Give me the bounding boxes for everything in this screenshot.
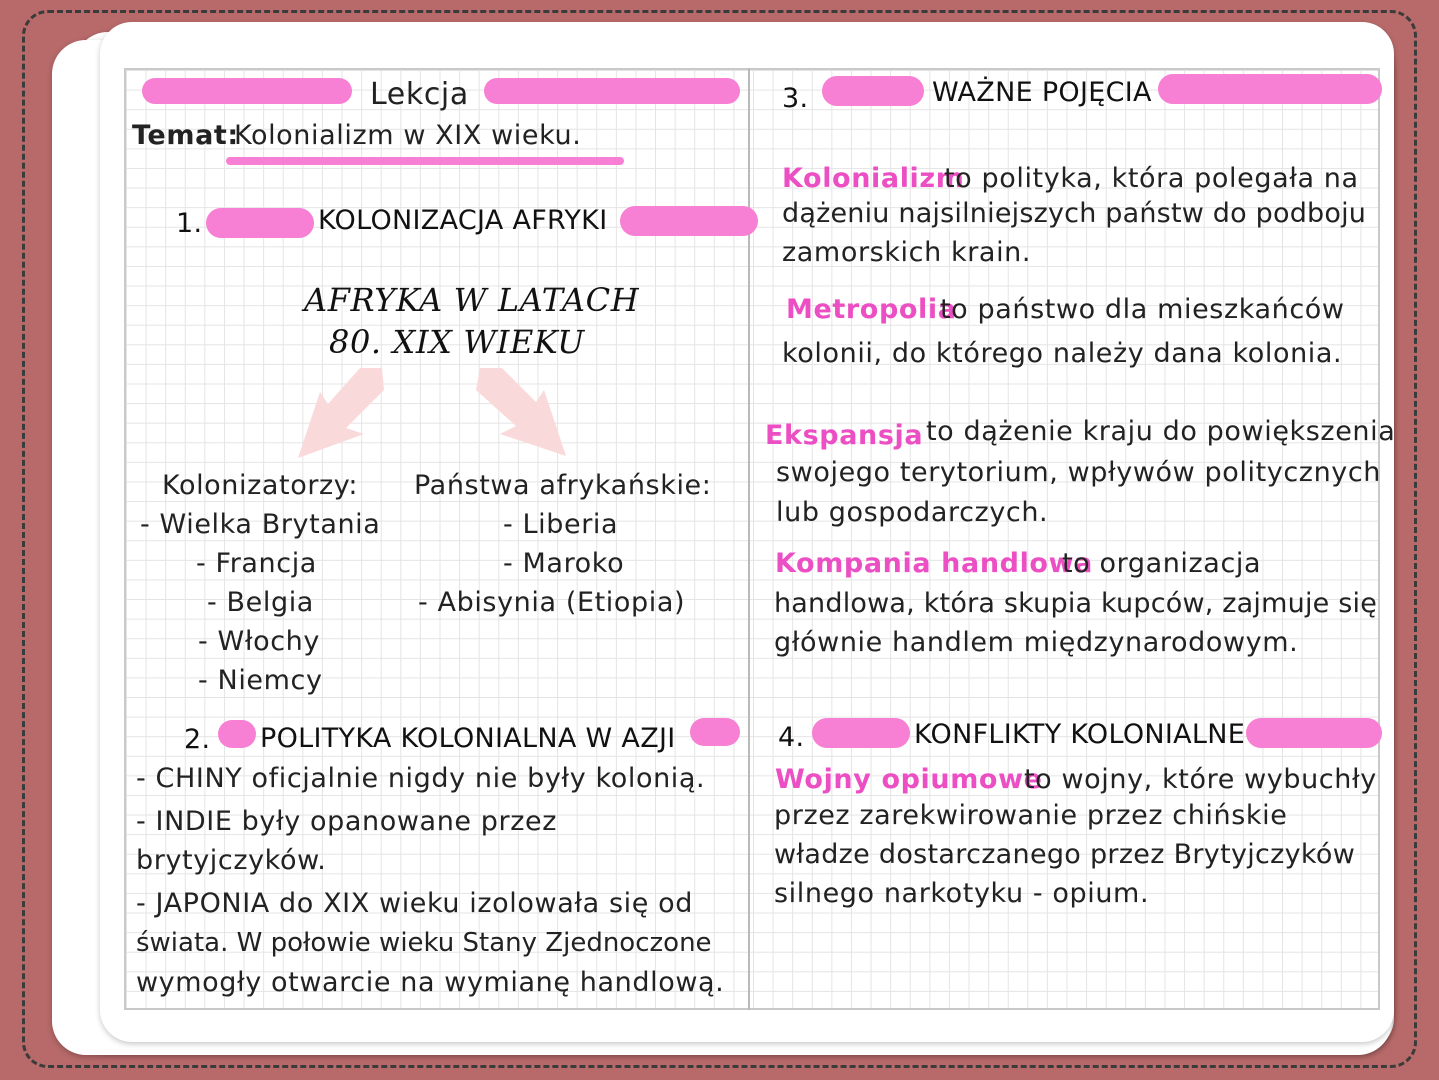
- section-subtitle: 80. XIX WIEKU: [329, 323, 585, 361]
- text-line: to wojny, które wybuchły: [1024, 764, 1377, 795]
- term-metropolia: Metropolia: [786, 294, 957, 325]
- text-line: brytyjczyków.: [136, 845, 327, 876]
- text-line: przez zarekwirowanie przez chińskie: [774, 800, 1288, 831]
- term-ekspansja: Ekspansja: [765, 420, 924, 451]
- topic-text: Kolonializm w XIX wieku.: [234, 120, 582, 151]
- term-kolonializm: Kolonializm: [782, 163, 965, 194]
- arrow-right-icon: [476, 368, 566, 456]
- text-line: to dążenie kraju do powiększenia: [926, 416, 1396, 447]
- section-subtitle: AFRYKA W LATACH: [304, 281, 640, 319]
- list-item: - Abisynia (Etiopia): [418, 587, 686, 618]
- highlight-bar: [218, 720, 256, 748]
- list-item: - Liberia: [503, 509, 619, 540]
- text-line: dążeniu najsilniejszych państw do podboju: [782, 198, 1367, 229]
- arrows-graphic: [290, 368, 580, 468]
- text-line: lub gospodarczych.: [776, 497, 1049, 528]
- term-kompania-handlowa: Kompania handlowa: [775, 548, 1093, 579]
- text-line: głównie handlem międzynarodowym.: [774, 627, 1299, 658]
- text-line: zamorskich krain.: [782, 237, 1032, 268]
- highlight-bar: [484, 78, 740, 104]
- highlight-bar: [822, 76, 924, 106]
- section-number: 4.: [778, 722, 805, 753]
- text-line: to polityka, która polegała na: [944, 163, 1359, 194]
- list-item: - Francja: [196, 548, 317, 579]
- section-number: 2.: [184, 724, 211, 755]
- text-line: świata. W połowie wieku Stany Zjednoczone: [136, 928, 712, 958]
- highlight-bar: [690, 718, 740, 746]
- lesson-title: Lekcja: [370, 77, 469, 112]
- text-line: władze dostarczanego przez Brytyjczyków: [774, 839, 1356, 870]
- highlight-bar: [812, 718, 910, 748]
- text-line: to organizacja: [1062, 548, 1262, 579]
- section-title: KOLONIZACJA AFRYKI: [318, 205, 608, 236]
- term-wojny-opiumowe: Wojny opiumowe: [775, 764, 1043, 795]
- text-line: handlowa, która skupia kupców, zajmuje się: [774, 588, 1378, 619]
- section-title: KONFLIKTY KOLONIALNE: [914, 719, 1246, 750]
- topic-underline: [226, 157, 624, 165]
- topic-label: Temat:: [132, 120, 239, 151]
- text-line: silnego narkotyku - opium.: [774, 878, 1150, 909]
- text-line: - INDIE były opanowane przez: [136, 806, 557, 837]
- section-number: 1.: [176, 208, 203, 239]
- highlight-bar: [620, 206, 758, 236]
- arrow-left-icon: [298, 368, 384, 458]
- text-line: kolonii, do którego należy dana kolonia.: [782, 338, 1343, 369]
- list-item: - Niemcy: [198, 665, 323, 696]
- colonizers-header: Kolonizatorzy:: [162, 470, 359, 501]
- text-line: swojego terytorium, wpływów politycznych: [776, 457, 1382, 488]
- list-item: - Belgia: [207, 587, 314, 618]
- list-item: - Wielka Brytania: [140, 509, 381, 540]
- text-line: - CHINY oficjalnie nigdy nie były kolonią.: [136, 763, 706, 794]
- highlight-bar: [1246, 718, 1382, 748]
- section-title: POLITYKA KOLONIALNA W AZJI: [260, 723, 676, 754]
- text-line: - JAPONIA do XIX wieku izolowała się od: [136, 888, 693, 919]
- text-line: wymogły otwarcie na wymianę handlową.: [136, 967, 725, 998]
- list-item: - Maroko: [503, 548, 625, 579]
- african-header: Państwa afrykańskie:: [414, 470, 712, 501]
- text-line: to państwo dla mieszkańców: [940, 294, 1345, 325]
- highlight-bar: [1158, 74, 1382, 104]
- list-item: - Włochy: [198, 626, 320, 657]
- highlight-bar: [142, 78, 352, 104]
- highlight-bar: [206, 208, 314, 238]
- section-number: 3.: [782, 83, 809, 114]
- section-title: WAŻNE POJĘCIA: [932, 77, 1152, 108]
